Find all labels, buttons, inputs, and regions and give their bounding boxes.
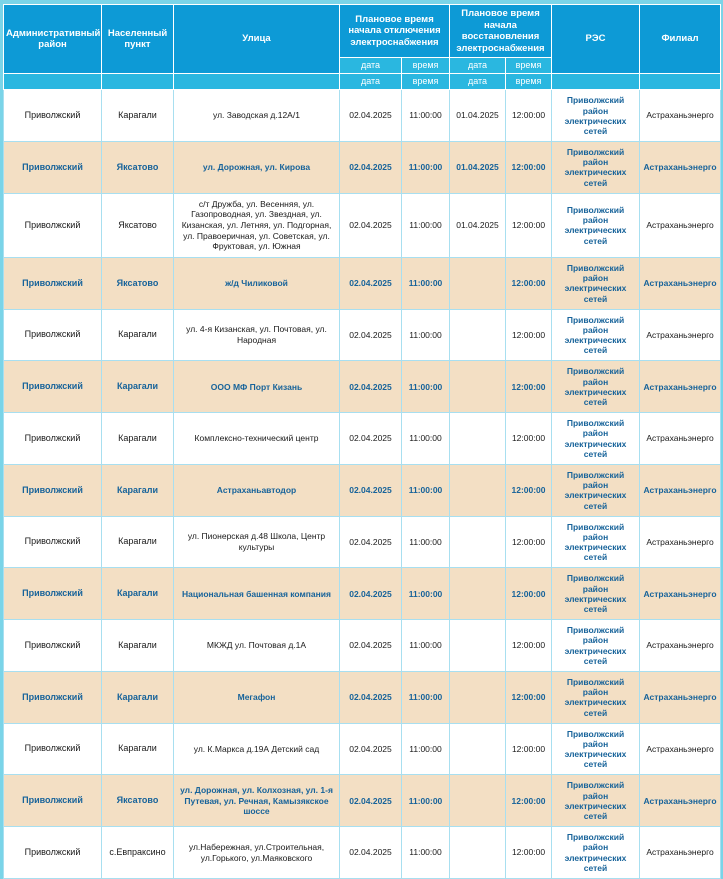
filter-cell-street: [174, 74, 340, 90]
cell-on-date: [450, 827, 506, 879]
cell-district: Приволжский: [4, 671, 102, 723]
column-header-street: Улица: [174, 5, 340, 74]
cell-on-time: 12:00:00: [506, 464, 552, 516]
cell-on-date: 01.04.2025: [450, 142, 506, 194]
cell-settlement: с.Евпраксино: [102, 827, 174, 879]
cell-on-date: [450, 516, 506, 568]
cell-off-time: 11:00:00: [402, 723, 450, 775]
cell-off-date: 02.04.2025: [340, 827, 402, 879]
cell-off-date: 02.04.2025: [340, 361, 402, 413]
column-header-district: Административный район: [4, 5, 102, 74]
cell-off-time: 11:00:00: [402, 142, 450, 194]
cell-on-date: 01.04.2025: [450, 193, 506, 257]
cell-res: Приволжский район электрических сетей: [552, 413, 640, 465]
table-row: [4, 90, 721, 142]
cell-res: Приволжский район электрических сетей: [552, 309, 640, 361]
table-row: [4, 361, 721, 413]
cell-off-time: 11:00:00: [402, 827, 450, 879]
cell-branch: Астраханьэнерго: [640, 464, 721, 516]
cell-branch: Астраханьэнерго: [640, 142, 721, 194]
filter-cell-off-date: дата: [340, 74, 402, 90]
table-row: [4, 309, 721, 361]
cell-settlement: Карагали: [102, 413, 174, 465]
table-row: [4, 464, 721, 516]
cell-street: Национальная башенная компания: [174, 568, 340, 620]
cell-street: с/т Дружба, ул. Весенняя, ул. Газопроводная, ул. Звездная, ул. Кизанская, ул. Летняя, ул. Подгорная, ул. Правоеричная, ул. Советская, ул. Фруктовая, ул. Южная: [174, 193, 340, 257]
table-head: [4, 5, 721, 90]
cell-res: Приволжский район электрических сетей: [552, 671, 640, 723]
cell-district: Приволжский: [4, 142, 102, 194]
cell-on-time: 12:00:00: [506, 723, 552, 775]
cell-district: Приволжский: [4, 775, 102, 827]
cell-on-date: [450, 568, 506, 620]
cell-on-time: 12:00:00: [506, 516, 552, 568]
cell-settlement: Карагали: [102, 723, 174, 775]
cell-res: Приволжский район электрических сетей: [552, 775, 640, 827]
cell-on-time: 12:00:00: [506, 568, 552, 620]
cell-street: ул. Пионерская д.48 Школа, Центр культуры: [174, 516, 340, 568]
cell-off-time: 11:00:00: [402, 309, 450, 361]
cell-off-time: 11:00:00: [402, 90, 450, 142]
cell-settlement: Яксатово: [102, 142, 174, 194]
cell-street: Комплексно-технический центр: [174, 413, 340, 465]
cell-district: Приволжский: [4, 361, 102, 413]
cell-settlement: Яксатово: [102, 193, 174, 257]
header-row-main: [4, 5, 721, 58]
cell-res: Приволжский район электрических сетей: [552, 142, 640, 194]
cell-settlement: Карагали: [102, 309, 174, 361]
cell-off-time: 11:00:00: [402, 193, 450, 257]
cell-off-time: 11:00:00: [402, 775, 450, 827]
cell-street: ж/д Чиликовой: [174, 257, 340, 309]
cell-on-date: [450, 723, 506, 775]
cell-settlement: Карагали: [102, 90, 174, 142]
table-body: [4, 90, 721, 879]
cell-on-time: 12:00:00: [506, 671, 552, 723]
cell-on-time: 12:00:00: [506, 775, 552, 827]
cell-on-time: 12:00:00: [506, 309, 552, 361]
cell-off-date: 02.04.2025: [340, 568, 402, 620]
cell-off-time: 11:00:00: [402, 257, 450, 309]
filter-cell-on-date: дата: [450, 74, 506, 90]
cell-district: Приволжский: [4, 568, 102, 620]
cell-street: ул. Дорожная, ул. Колхозная, ул. 1-я Путевая, ул. Речная, Камызякское шоссе: [174, 775, 340, 827]
cell-off-date: 02.04.2025: [340, 257, 402, 309]
cell-off-date: 02.04.2025: [340, 620, 402, 672]
column-subheader-off-time: время: [402, 58, 450, 74]
cell-res: Приволжский район электрических сетей: [552, 620, 640, 672]
column-header-planned-off: Плановое время начала отключения электроснабжения: [340, 5, 450, 58]
cell-on-time: 12:00:00: [506, 142, 552, 194]
cell-res: Приволжский район электрических сетей: [552, 568, 640, 620]
column-subheader-off-date: дата: [340, 58, 402, 74]
cell-settlement: Карагали: [102, 516, 174, 568]
cell-settlement: Карагали: [102, 568, 174, 620]
cell-off-date: 02.04.2025: [340, 90, 402, 142]
filter-cell-res: [552, 74, 640, 90]
cell-branch: Астраханьэнерго: [640, 827, 721, 879]
cell-street: ул. Заводская д.12А/1: [174, 90, 340, 142]
cell-settlement: Карагали: [102, 671, 174, 723]
column-subheader-on-date: дата: [450, 58, 506, 74]
filter-cell-district: [4, 74, 102, 90]
cell-on-time: 12:00:00: [506, 620, 552, 672]
cell-on-date: [450, 361, 506, 413]
cell-res: Приволжский район электрических сетей: [552, 90, 640, 142]
cell-res: Приволжский район электрических сетей: [552, 193, 640, 257]
cell-district: Приволжский: [4, 257, 102, 309]
cell-off-time: 11:00:00: [402, 516, 450, 568]
filter-cell-settlement: [102, 74, 174, 90]
cell-branch: Астраханьэнерго: [640, 723, 721, 775]
cell-street: Мегафон: [174, 671, 340, 723]
outage-schedule-table: [3, 4, 721, 879]
filter-cell-off-time: время: [402, 74, 450, 90]
cell-off-date: 02.04.2025: [340, 775, 402, 827]
cell-off-time: 11:00:00: [402, 671, 450, 723]
cell-off-date: 02.04.2025: [340, 723, 402, 775]
cell-branch: Астраханьэнерго: [640, 775, 721, 827]
cell-res: Приволжский район электрических сетей: [552, 361, 640, 413]
cell-branch: Астраханьэнерго: [640, 413, 721, 465]
cell-on-date: [450, 620, 506, 672]
table-row: [4, 193, 721, 257]
cell-on-date: 01.04.2025: [450, 90, 506, 142]
cell-district: Приволжский: [4, 620, 102, 672]
cell-off-time: 11:00:00: [402, 413, 450, 465]
cell-district: Приволжский: [4, 723, 102, 775]
table-row: [4, 671, 721, 723]
cell-settlement: Карагали: [102, 464, 174, 516]
column-header-branch: Филиал: [640, 5, 721, 74]
table-row: [4, 568, 721, 620]
cell-street: ул. Дорожная, ул. Кирова: [174, 142, 340, 194]
header-row-filter: [4, 74, 721, 90]
table-row: [4, 775, 721, 827]
table-row: [4, 257, 721, 309]
cell-district: Приволжский: [4, 827, 102, 879]
cell-settlement: Яксатово: [102, 257, 174, 309]
cell-district: Приволжский: [4, 90, 102, 142]
cell-off-date: 02.04.2025: [340, 142, 402, 194]
column-header-res: РЭС: [552, 5, 640, 74]
cell-off-time: 11:00:00: [402, 620, 450, 672]
cell-res: Приволжский район электрических сетей: [552, 516, 640, 568]
cell-branch: Астраханьэнерго: [640, 193, 721, 257]
cell-off-date: 02.04.2025: [340, 413, 402, 465]
cell-res: Приволжский район электрических сетей: [552, 723, 640, 775]
cell-on-time: 12:00:00: [506, 361, 552, 413]
cell-res: Приволжский район электрических сетей: [552, 257, 640, 309]
column-header-settlement: Населенный пункт: [102, 5, 174, 74]
cell-district: Приволжский: [4, 516, 102, 568]
cell-res: Приволжский район электрических сетей: [552, 827, 640, 879]
cell-off-time: 11:00:00: [402, 464, 450, 516]
cell-on-time: 12:00:00: [506, 827, 552, 879]
cell-branch: Астраханьэнерго: [640, 671, 721, 723]
cell-district: Приволжский: [4, 464, 102, 516]
table-row: [4, 142, 721, 194]
cell-street: ООО МФ Порт Кизань: [174, 361, 340, 413]
cell-district: Приволжский: [4, 309, 102, 361]
cell-on-time: 12:00:00: [506, 257, 552, 309]
cell-on-date: [450, 309, 506, 361]
cell-off-date: 02.04.2025: [340, 193, 402, 257]
column-header-planned-on: Плановое время начала восстановления электроснабжения: [450, 5, 552, 58]
cell-on-time: 12:00:00: [506, 193, 552, 257]
table-row: [4, 723, 721, 775]
cell-street: ул. К.Маркса д.19А Детский сад: [174, 723, 340, 775]
cell-settlement: Яксатово: [102, 775, 174, 827]
cell-branch: Астраханьэнерго: [640, 309, 721, 361]
cell-on-date: [450, 775, 506, 827]
cell-branch: Астраханьэнерго: [640, 257, 721, 309]
cell-off-time: 11:00:00: [402, 568, 450, 620]
table-row: [4, 827, 721, 879]
cell-on-date: [450, 257, 506, 309]
cell-street: ул. 4-я Кизанская, ул. Почтовая, ул. Народная: [174, 309, 340, 361]
filter-cell-on-time: время: [506, 74, 552, 90]
filter-cell-branch: [640, 74, 721, 90]
cell-branch: Астраханьэнерго: [640, 361, 721, 413]
cell-on-time: 12:00:00: [506, 90, 552, 142]
cell-branch: Астраханьэнерго: [640, 568, 721, 620]
cell-res: Приволжский район электрических сетей: [552, 464, 640, 516]
column-subheader-on-time: время: [506, 58, 552, 74]
cell-on-date: [450, 464, 506, 516]
cell-branch: Астраханьэнерго: [640, 620, 721, 672]
cell-settlement: Карагали: [102, 361, 174, 413]
table-row: [4, 516, 721, 568]
cell-off-time: 11:00:00: [402, 361, 450, 413]
cell-street: ул.Набережная, ул.Строительная, ул.Горького, ул.Маяковского: [174, 827, 340, 879]
cell-street: МКЖД ул. Почтовая д.1А: [174, 620, 340, 672]
cell-settlement: Карагали: [102, 620, 174, 672]
cell-district: Приволжский: [4, 193, 102, 257]
cell-branch: Астраханьэнерго: [640, 516, 721, 568]
cell-district: Приволжский: [4, 413, 102, 465]
cell-on-date: [450, 413, 506, 465]
cell-off-date: 02.04.2025: [340, 464, 402, 516]
cell-on-date: [450, 671, 506, 723]
cell-branch: Астраханьэнерго: [640, 90, 721, 142]
cell-off-date: 02.04.2025: [340, 516, 402, 568]
cell-street: Астраханьавтодор: [174, 464, 340, 516]
table-row: [4, 413, 721, 465]
cell-off-date: 02.04.2025: [340, 309, 402, 361]
table-row: [4, 620, 721, 672]
cell-on-time: 12:00:00: [506, 413, 552, 465]
cell-off-date: 02.04.2025: [340, 671, 402, 723]
